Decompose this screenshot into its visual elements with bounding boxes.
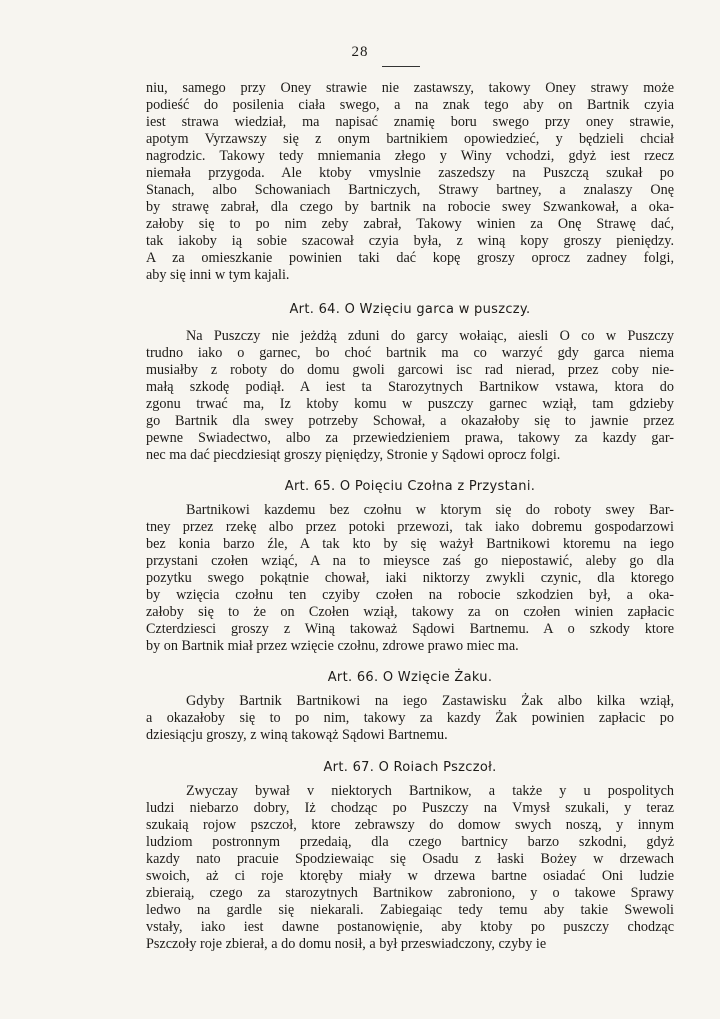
article-64-text: [146, 328, 674, 464]
text-line: tak iakoby ią sobie szacował czyia była, z winą kopy groszy pieniędzy.: [146, 233, 674, 249]
text-line: kazdy nato pracuie Spodziewaiąc się Osadu z łaski Bożey w drzewach: [146, 851, 674, 867]
text-line: małą szkodę podiął. A iest ta Starozytnych Bartnikow vstawa, ktora do: [146, 379, 674, 395]
page-number-rule: [382, 66, 420, 67]
text-line: Zwyczay bywał v niektorych Bartnikow, a także y u pospolitych: [186, 783, 674, 799]
text-line: vstały, iako iest dawne postanowięnie, aby ktoby po puszczy chodząc: [146, 919, 674, 935]
text-line: Czterdziesci groszy z Winą takoważ Sądowi Bartnemu. A o szkody ktore: [146, 621, 674, 637]
text-line: by strawę zabrał, dla czego by bartnik na robocie swey Szwankował, a oka-: [146, 199, 674, 215]
article-66-heading: Art. 66. O Wzięcie Żaku.: [327, 670, 493, 685]
text-line: trudno iako o garnec, bo choć bartnik ma co warzyć gdy garca niema: [146, 345, 674, 361]
text-line: niu, samego przy Oney strawie nie zastawszy, takowy Oney strawy może: [146, 80, 674, 96]
text-line: go Bartnik dla swey potrzeby Schował, a okazałoby się to jawnie przez: [146, 413, 674, 429]
page-content: [146, 80, 674, 953]
text-line: szukaią rojow pszczoł, ktore zebrawszy do domow swych noszą, y innym: [146, 817, 674, 833]
text-line: zbieraią, czego za starozytnych Bartnikow zabroniono, y o takowe Sprawy: [146, 885, 674, 901]
text-line: pozytku swego pokątnie chował, iaki niktorzy zwykli czynic, dla ktorego: [146, 570, 674, 586]
text-line: a okazałoby się to po nim, takowy za kazdy Żak powinien zapłacic po: [146, 710, 674, 726]
text-line: Pszczoły roje zbierał, a do domu nosił, a był przeswiadczony, czyby ie: [146, 936, 547, 952]
text-line: apotym Vyrzawszy się z onym bartnikiem opowiedzieć, y będzieli chciał: [146, 131, 674, 147]
text-line: Stanach, albo Schowaniach Bartniczych, Strawy bartney, a znalaszy Onę: [146, 182, 674, 198]
article-64-heading: Art. 64. O Wzięciu garca w puszczy.: [289, 302, 531, 317]
text-line: Gdyby Bartnik Bartnikowi na iego Zastawisku Żak albo kilka wziął,: [186, 693, 674, 709]
text-line: przystani czołen wziąć, A na to mieysce zaś go niepostawić, aleby go dla: [146, 553, 674, 569]
text-line: załoby się to po nim zeby zabrał, Takowy winien za Onę Strawę dać,: [146, 216, 674, 232]
text-line: podieść do posilenia ciała swego, a na znak tego aby on Bartnik czyia: [146, 97, 674, 113]
text-line: Na Puszczy nie jeżdżą zduni do garcy wołaiąc, aiesli O co w Puszczy: [186, 328, 674, 344]
text-line: swoich, aż ci roje ktoręby miały w drzewa bartne osiadać Oni ludzie: [146, 868, 674, 884]
text-line: dziesiącju groszy, z winą takowąż Sądowi Bartnemu.: [146, 727, 448, 743]
article-67-heading: Art. 67. O Roiach Pszczoł.: [323, 760, 497, 775]
page-number: 28: [351, 44, 369, 60]
article-66-text: [146, 693, 674, 744]
text-line: tney przez rzekę albo przez potoki przewozi, tak iako dobremu gospodarzowi: [146, 519, 674, 535]
text-line: pewne Swiadectwo, albo za przewiedzieniem prawa, takowy za kazdy gar-: [146, 430, 674, 446]
text-line: iest strawa wiedział, ma napisać znamię boru swego przy oney strawie,: [146, 114, 674, 130]
article-65-heading: Art. 65. O Poięciu Czołna z Przystani.: [284, 479, 536, 494]
article-67-text: [146, 783, 674, 953]
text-line: załoby się to że on Czołen wziął, takowy za on czołen winien zapłacic: [146, 604, 674, 620]
text-line: nagrodzic. Takowy tedy mniemania złego y Winy vchodzi, gdyż iest rzecz: [146, 148, 674, 164]
text-line: A za omieszkanie powinien taki dać kopę groszy oprocz zadney folgi,: [146, 250, 674, 266]
text-line: zgonu trwać ma, Iz ktoby komu w puszczy garnec wziął, tam gdzieby: [146, 396, 674, 412]
text-line: nec ma dać piecdziesiąt groszy pięniędzy, Stronie y Sądowi oprocz folgi.: [146, 447, 561, 463]
text-line: by wzięcia czołnu ten czyiby czołen na robocie szkodzien był, a oka-: [146, 587, 674, 603]
article-65-text: [146, 502, 674, 655]
text-line: Bartnikowi kazdemu bez czołnu w ktorym się do roboty swey Bar-: [186, 502, 674, 518]
text-line: ludziom postronnym przedaią, dla czego bartnicy barzo szkodni, gdyż: [146, 834, 674, 850]
text-line: ledwo na gardle się niekarali. Zabiegaiąc tedy temu aby takie Swewoli: [146, 902, 674, 918]
intro-paragraph: [146, 80, 674, 284]
text-line: ludzi niebarzo dobry, Iż chodząc po Puszczy na Vmysł szukali, y teraz: [146, 800, 674, 816]
text-line: by on Bartnik miał przez wzięcie czołnu, zdrowe prawo miec ma.: [146, 638, 519, 654]
text-line: bez konia barzo źle, A tak kto by się ważył Bartnikowi ktoremu na iego: [146, 536, 674, 552]
text-line: aby się inni w tym kajali.: [146, 267, 290, 283]
text-line: musiałby z roboty do domu gwoli garcowi isc rad nierad, przez coby nie-: [146, 362, 674, 378]
text-line: niemała przygoda. Ale ktoby vmyslnie zaszedszy na Puszczą szukał po: [146, 165, 674, 181]
